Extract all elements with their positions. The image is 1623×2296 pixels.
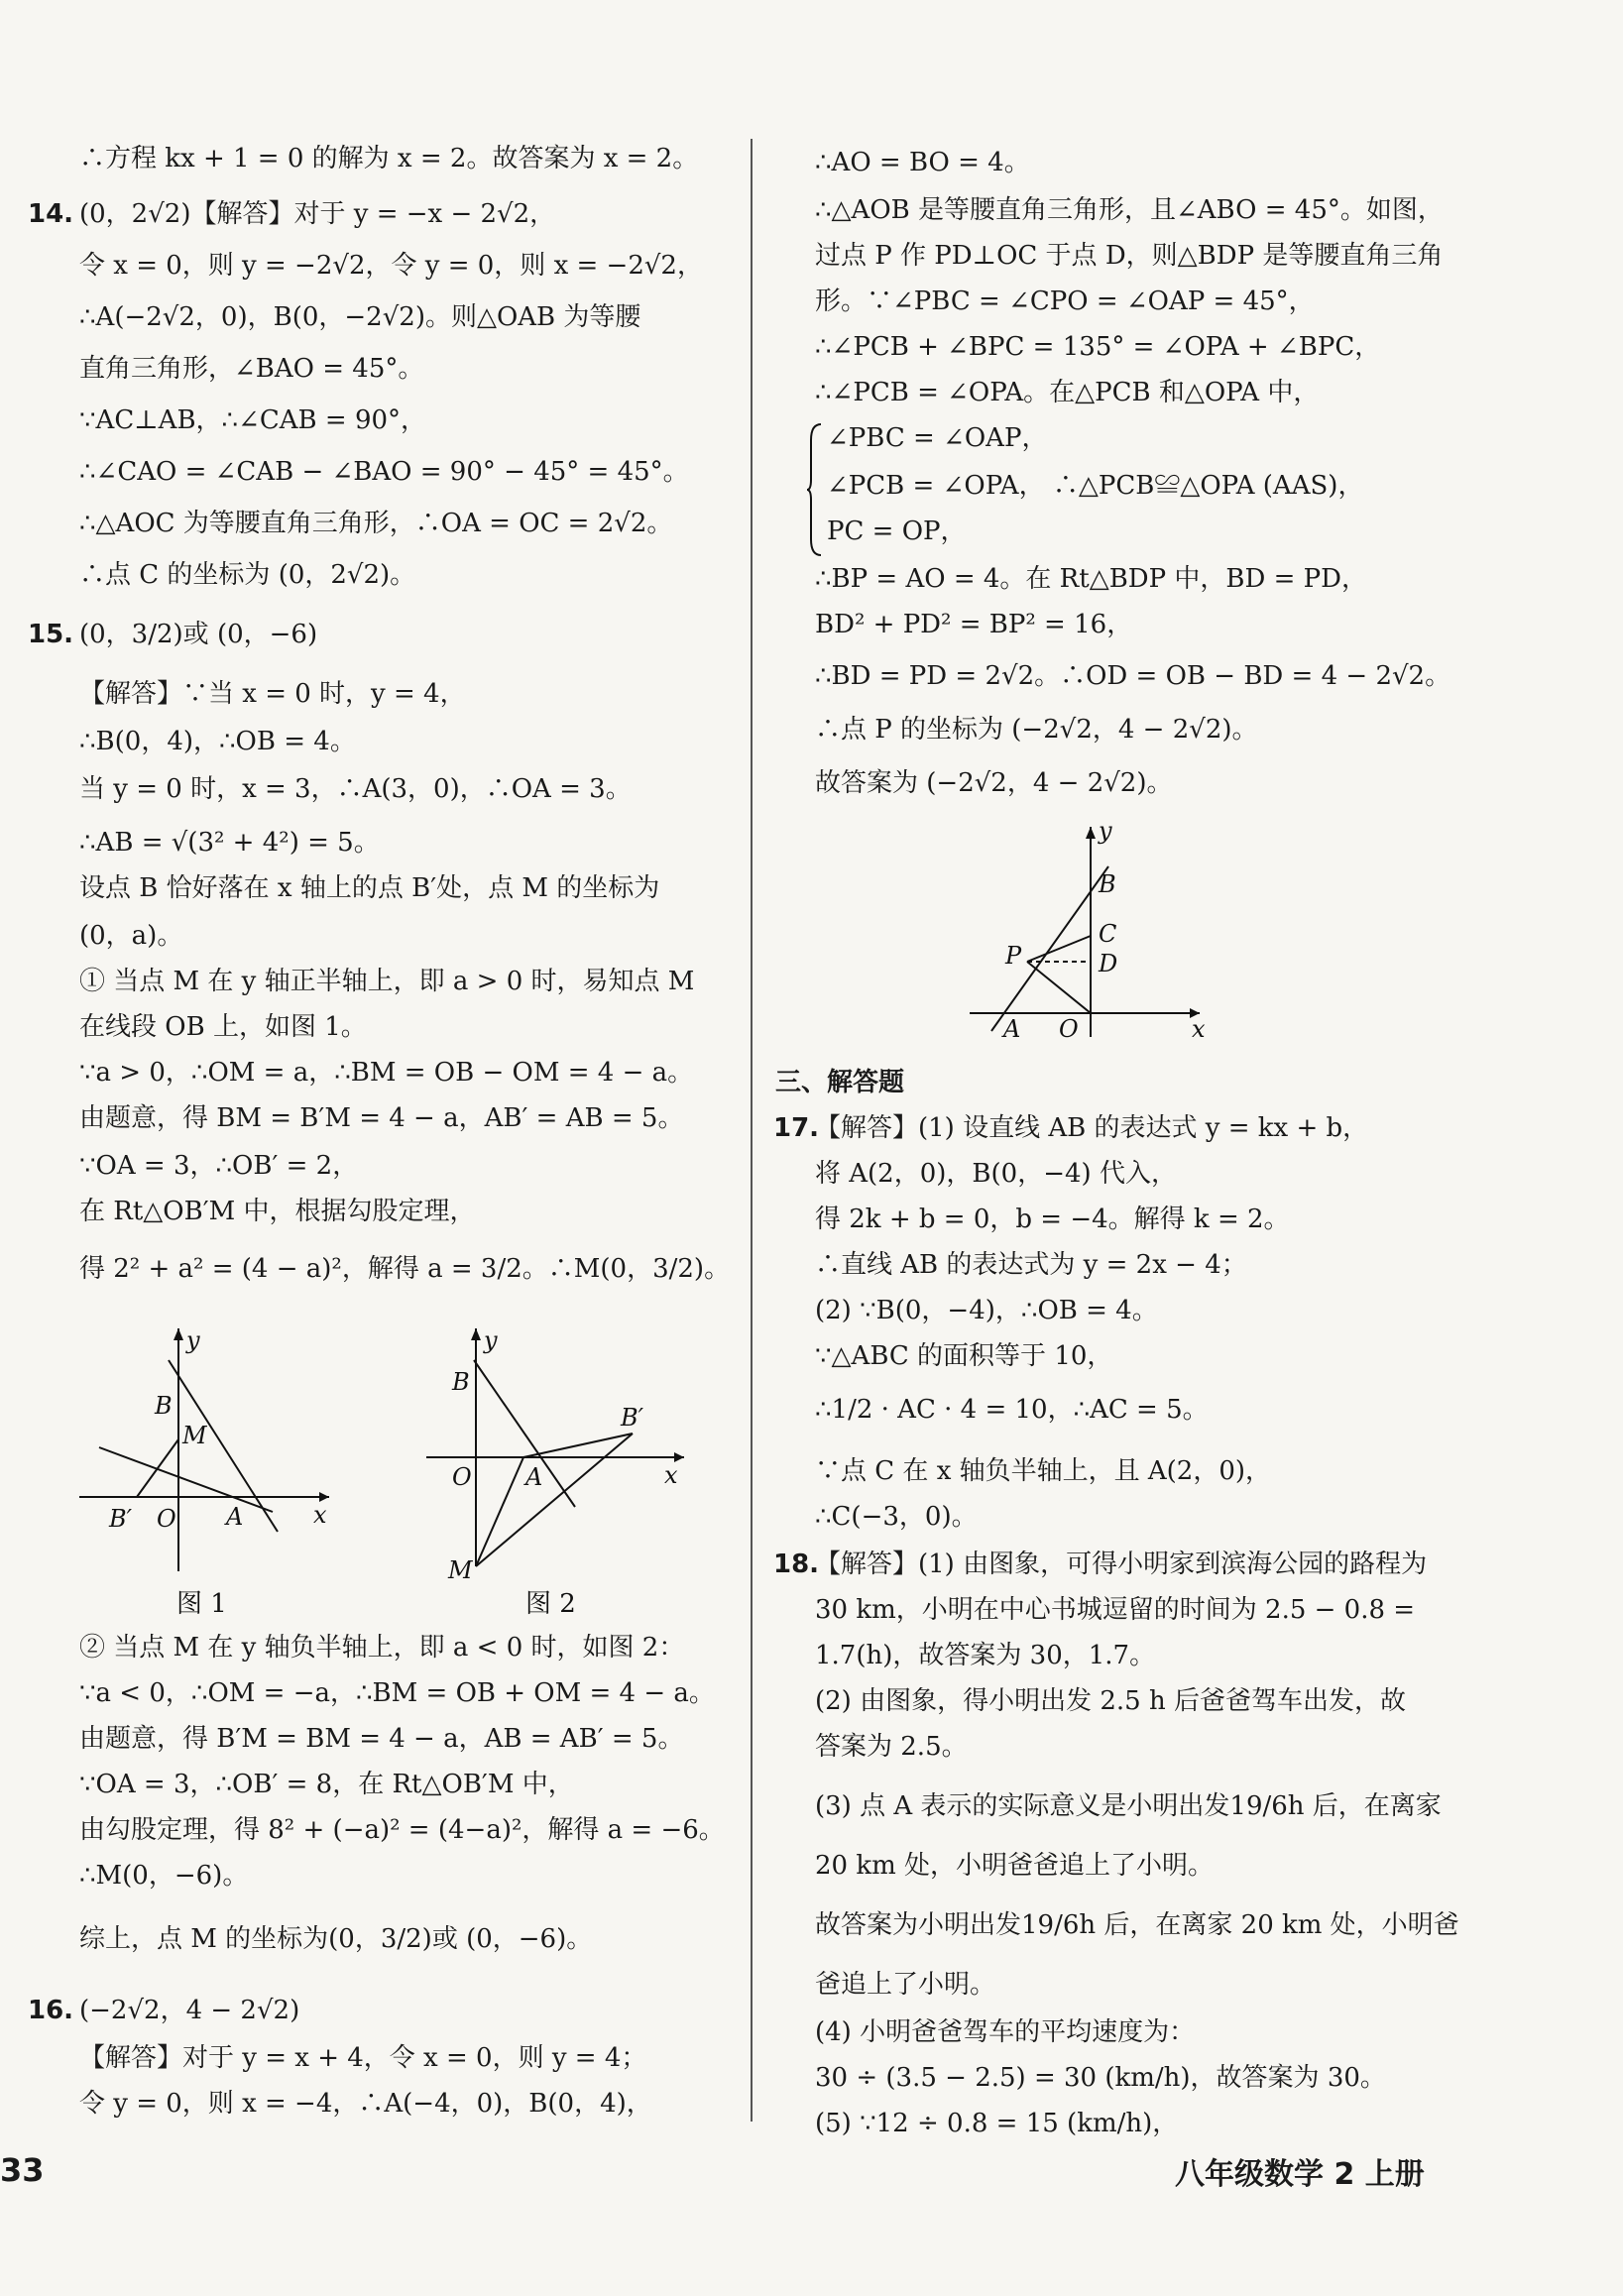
fig3-label: A bbox=[1003, 1015, 1021, 1043]
fig2-line-ab bbox=[474, 1360, 575, 1507]
text-line: ∵OA = 3，∴OB′ = 2， bbox=[79, 1151, 359, 1181]
text-line: 由题意，得 BM = B′M = 4 − a，AB′ = AB = 5。 bbox=[79, 1103, 684, 1133]
text-line: ∴∠PCB = ∠OPA。在△PCB 和△OPA 中， bbox=[815, 378, 1320, 407]
text-line: 设点 B 恰好落在 x 轴上的点 B′处，点 M 的坐标为 bbox=[79, 873, 660, 903]
fig2-caption: 图 2 bbox=[525, 1589, 576, 1619]
fig1-line-mb bbox=[99, 1447, 273, 1512]
text-line: ∠PBC = ∠OAP， bbox=[827, 423, 1048, 453]
text-line: 得 2² + a² = (4 − a)²，解得 a = 3/2。∴M(0，3/2)。 bbox=[79, 1254, 731, 1284]
problem-number-18: 18. bbox=[773, 1550, 820, 1579]
text-line: 在 Rt△OB′M 中，根据勾股定理， bbox=[79, 1197, 476, 1226]
text-line: 将 A(2，0)，B(0，−4) 代入， bbox=[815, 1159, 1177, 1189]
text-line: (2) ∵B(0，−4)，∴OB = 4。 bbox=[815, 1296, 1158, 1325]
text-line: 故答案为小明出发19/6h 后，在离家 20 km 处，小明爸 bbox=[815, 1910, 1459, 1940]
fig2-label: O bbox=[452, 1463, 472, 1491]
text-line: (5) ∵12 ÷ 0.8 = 15 (km/h)， bbox=[815, 2109, 1179, 2138]
fig1-label: A bbox=[226, 1503, 244, 1531]
text-line: ∴AB = √(3² + 4²) = 5。 bbox=[79, 828, 380, 858]
fig3-label: O bbox=[1059, 1015, 1079, 1043]
text-line: ∴∠CAO = ∠CAB − ∠BAO = 90° − 45° = 45°。 bbox=[79, 457, 689, 487]
column-divider bbox=[751, 139, 753, 2122]
text-line: 30 km，小明在中心书城逗留的时间为 2.5 − 0.8 = bbox=[815, 1595, 1416, 1625]
text-line: ∴AO = BO = 4。 bbox=[815, 148, 1030, 177]
fig1-label: x bbox=[313, 1501, 327, 1529]
text-line: ∵点 C 在 x 轴负半轴上，且 A(2，0)， bbox=[815, 1456, 1272, 1486]
text-line: 【解答】(1) 设直线 AB 的表达式 y = kx + b， bbox=[815, 1113, 1369, 1143]
figure-3 bbox=[962, 819, 1219, 1047]
text-line: 【解答】(1) 由图象，可得小明家到滨海公园的路程为 bbox=[815, 1550, 1428, 1579]
text-line: (−2√2，4 − 2√2) bbox=[79, 1996, 300, 2025]
text-line: (4) 小明爸爸驾车的平均速度为： bbox=[815, 2017, 1196, 2047]
text-line: ∵AC⊥AB，∴∠CAB = 90°， bbox=[79, 405, 427, 435]
text-line: ∴直线 AB 的表达式为 y = 2x − 4； bbox=[815, 1250, 1247, 1280]
text-line: ∵OA = 3，∴OB′ = 8，在 Rt△OB′M 中， bbox=[79, 1770, 574, 1799]
text-line: (0，a)。 bbox=[79, 921, 183, 951]
text-line: 过点 P 作 PD⊥OC 于点 D，则△BDP 是等腰直角三角 bbox=[815, 241, 1444, 271]
text-line: ∵a > 0，∴OM = a，∴BM = OB − OM = 4 − a。 bbox=[79, 1058, 694, 1088]
text-line: 在线段 OB 上，如图 1。 bbox=[79, 1012, 367, 1042]
fig1-label: O bbox=[157, 1505, 176, 1533]
problem-number-15: 15. bbox=[28, 620, 74, 649]
text-line: ∴△AOC 为等腰直角三角形，∴OA = OC = 2√2。 bbox=[79, 509, 673, 538]
fig2-label: B′ bbox=[621, 1404, 644, 1432]
text-line: ∴BD = PD = 2√2。∴OD = OB − BD = 4 − 2√2。 bbox=[815, 661, 1451, 691]
fig3-label: y bbox=[1099, 819, 1112, 845]
text-line: ∴B(0，4)，∴OB = 4。 bbox=[79, 727, 356, 756]
fig2-label: x bbox=[664, 1461, 678, 1489]
text-line: ∴BP = AO = 4。在 Rt△BDP 中，BD = PD， bbox=[815, 564, 1368, 594]
text-line: ∴点 P 的坐标为 (−2√2，4 − 2√2)。 bbox=[815, 715, 1258, 745]
text-line: 令 x = 0，则 y = −2√2，令 y = 0，则 x = −2√2， bbox=[79, 251, 703, 281]
fig3-label: x bbox=[1192, 1015, 1206, 1043]
text-line: ∴M(0，−6)。 bbox=[79, 1861, 249, 1891]
fig1-label: B′ bbox=[109, 1505, 133, 1533]
fig3-label: P bbox=[1005, 942, 1022, 970]
text-line: 1.7(h)，故答案为 30，1.7。 bbox=[815, 1641, 1156, 1670]
problem-number-16: 16. bbox=[28, 1996, 74, 2025]
text-line: ② 当点 M 在 y 轴负半轴上，即 a < 0 时，如图 2： bbox=[79, 1633, 685, 1663]
text-line: PC = OP， bbox=[827, 517, 967, 546]
text-line: ∴A(−2√2，0)，B(0，−2√2)。则△OAB 为等腰 bbox=[79, 302, 641, 332]
text-line: 形。∵∠PBC = ∠CPO = ∠OAP = 45°， bbox=[815, 287, 1315, 316]
problem-number-17: 17. bbox=[773, 1113, 820, 1143]
text-line: 答案为 2.5。 bbox=[815, 1732, 968, 1762]
text-line: ① 当点 M 在 y 轴正半轴上，即 a > 0 时，易知点 M bbox=[79, 967, 695, 996]
fig3-line-po bbox=[1027, 962, 1091, 1013]
text-line: (0，3/2)或 (0，−6) bbox=[79, 620, 318, 649]
fig2-label: y bbox=[484, 1326, 498, 1354]
text-line: (0，2√2)【解答】对于 y = −x − 2√2， bbox=[79, 199, 556, 229]
text-line: ∴1/2 · AC · 4 = 10，∴AC = 5。 bbox=[815, 1395, 1209, 1425]
fig1-label: M bbox=[182, 1422, 207, 1449]
problem-number-14: 14. bbox=[28, 199, 74, 229]
fig1-label: B bbox=[155, 1392, 173, 1420]
text-line: 20 km 处，小明爸爸追上了小明。 bbox=[815, 1851, 1215, 1881]
fig3-label: C bbox=[1099, 920, 1117, 948]
text-line: ∴∠PCB + ∠BPC = 135° = ∠OPA + ∠BPC， bbox=[815, 332, 1381, 362]
text-line: ∵△ABC 的面积等于 10， bbox=[815, 1341, 1113, 1371]
text-line: 30 ÷ (3.5 − 2.5) = 30 (km/h)，故答案为 30。 bbox=[815, 2063, 1386, 2093]
fig2-line-mb2 bbox=[476, 1434, 633, 1566]
text-line: 由勾股定理，得 8² + (−a)² = (4−a)²，解得 a = −6。 bbox=[79, 1815, 725, 1845]
fig3-label: D bbox=[1099, 950, 1118, 977]
text-line: 综上，点 M 的坐标为(0，3/2)或 (0，−6)。 bbox=[79, 1924, 593, 1954]
text-line: 爸追上了小明。 bbox=[815, 1970, 996, 2000]
fig2-line-ma bbox=[476, 1457, 523, 1566]
text-line: 直角三角形，∠BAO = 45°。 bbox=[79, 354, 424, 384]
text-line: 由题意，得 B′M = BM = 4 − a，AB = AB′ = 5。 bbox=[79, 1724, 684, 1754]
fig3-label: B bbox=[1099, 870, 1116, 898]
fig1-caption: 图 1 bbox=[176, 1589, 227, 1619]
fig1-label: y bbox=[186, 1326, 200, 1354]
page-number: 33 bbox=[0, 2151, 45, 2189]
figure-2 bbox=[416, 1319, 694, 1626]
text-line: ∴△AOB 是等腰直角三角形，且∠ABO = 45°。如图， bbox=[815, 195, 1444, 225]
text-line: 令 y = 0，则 x = −4，∴A(−4，0)，B(0，4)， bbox=[79, 2089, 652, 2119]
text-line: ∴点 C 的坐标为 (0，2√2)。 bbox=[79, 560, 416, 590]
book-title: 八年级数学 2 上册 bbox=[1175, 2157, 1425, 2192]
fig2-label: A bbox=[525, 1463, 543, 1491]
text-line: ∴方程 kx + 1 = 0 的解为 x = 2。故答案为 x = 2。 bbox=[79, 144, 699, 173]
text-line: 故答案为 (−2√2，4 − 2√2)。 bbox=[815, 768, 1173, 798]
system-brace bbox=[807, 420, 823, 559]
text-line: 【解答】∵当 x = 0 时，y = 4， bbox=[79, 679, 466, 709]
section-heading: 三、解答题 bbox=[775, 1068, 905, 1097]
text-line: 【解答】对于 y = x + 4，令 x = 0，则 y = 4； bbox=[79, 2043, 647, 2073]
text-line: ∵a < 0，∴OM = −a，∴BM = OB + OM = 4 − a。 bbox=[79, 1678, 715, 1708]
fig2-label: M bbox=[448, 1556, 473, 1584]
text-line: (3) 点 A 表示的实际意义是小明出发19/6h 后，在离家 bbox=[815, 1791, 1442, 1821]
text-line: (2) 由图象，得小明出发 2.5 h 后爸爸驾车出发，故 bbox=[815, 1686, 1406, 1716]
fig2-label: B bbox=[452, 1368, 470, 1396]
text-line: ∠PCB = ∠OPA， ∴△PCB≌△OPA (AAS)， bbox=[827, 471, 1364, 501]
text-line: 当 y = 0 时，x = 3，∴A(3，0)，∴OA = 3。 bbox=[79, 774, 632, 804]
figure-1 bbox=[69, 1319, 337, 1626]
fig3-line-pc bbox=[1027, 936, 1091, 962]
fig1-line-bm bbox=[137, 1439, 178, 1497]
text-line: 得 2k + b = 0，b = −4。解得 k = 2。 bbox=[815, 1205, 1290, 1234]
text-line: ∴C(−3，0)。 bbox=[815, 1502, 978, 1532]
text-line: BD² + PD² = BP² = 16， bbox=[815, 610, 1133, 639]
fig2-line-ab2 bbox=[523, 1434, 633, 1457]
